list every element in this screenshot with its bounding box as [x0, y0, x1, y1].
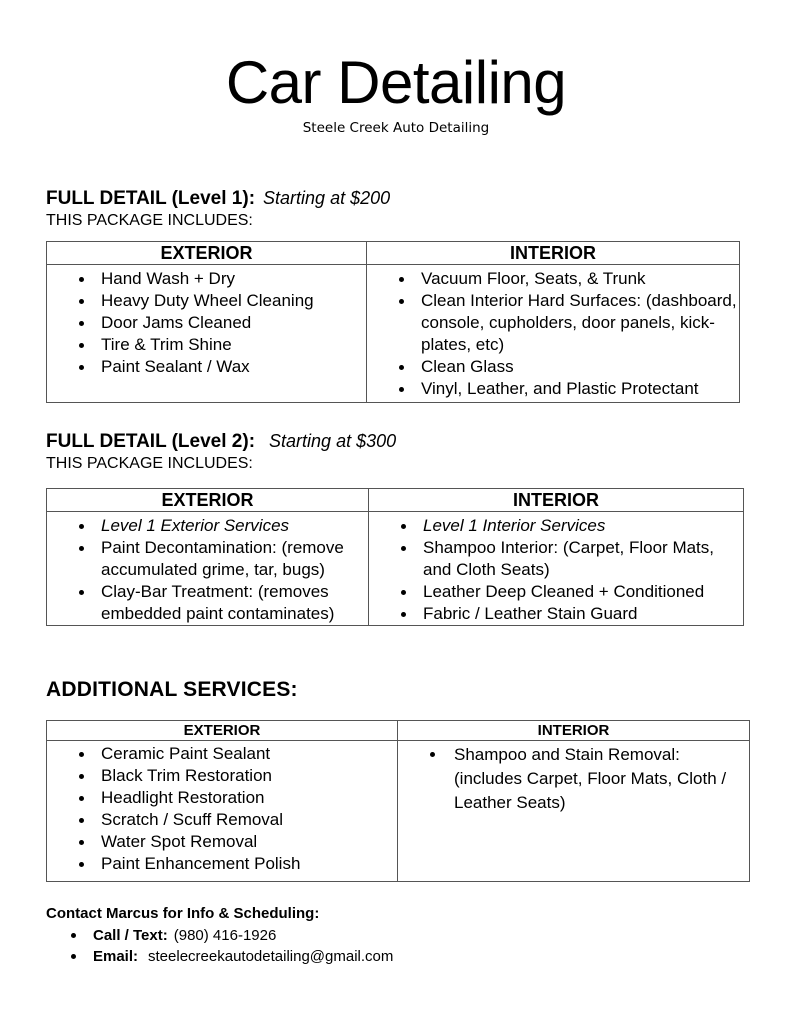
- exterior-header: EXTERIOR: [47, 489, 369, 512]
- list-item: Black Trim Restoration: [47, 765, 397, 787]
- list-item: Door Jams Cleaned: [47, 312, 366, 334]
- list-item: Level 1 Interior Services: [369, 515, 743, 537]
- package-2-heading: [46, 430, 396, 453]
- exterior-cell: [47, 265, 367, 403]
- interior-header: INTERIOR: [369, 489, 744, 512]
- package-1-name: FULL DETAIL (Level 1):: [46, 188, 256, 209]
- list-item: Paint Sealant / Wax: [47, 356, 366, 378]
- package-2-table: [46, 488, 744, 626]
- list-item: Shampoo Interior: (Carpet, Floor Mats, and Cloth Seats): [369, 537, 743, 581]
- business-name: Steele Creek Auto Detailing: [302, 120, 490, 136]
- list-item: Hand Wash + Dry: [47, 268, 366, 290]
- package-1-price: Starting at $200: [263, 188, 391, 208]
- package-2-includes-label: THIS PACKAGE INCLUDES:: [46, 455, 253, 472]
- list-item: Fabric / Leather Stain Guard: [369, 603, 743, 625]
- list-item: Ceramic Paint Sealant: [47, 743, 397, 765]
- interior-header: INTERIOR: [398, 721, 750, 741]
- list-item: Clay-Bar Treatment: (removes embedded paint contaminates): [47, 581, 368, 625]
- exterior-list: [47, 268, 366, 378]
- exterior-cell: [47, 512, 369, 626]
- list-item: Headlight Restoration: [47, 787, 397, 809]
- package-2-price: Starting at $300: [269, 431, 397, 451]
- email-label: Email:: [93, 948, 139, 965]
- list-item: Clean Glass: [367, 356, 739, 378]
- interior-list: [398, 743, 749, 815]
- phone-number[interactable]: (980) 416-1926: [173, 927, 277, 944]
- contact-email: [46, 946, 393, 967]
- list-item: Paint Enhancement Polish: [47, 853, 397, 875]
- email-address[interactable]: steelecreekautodetailing@gmail.com: [148, 948, 394, 965]
- interior-cell: [369, 512, 744, 626]
- contact-phone: [46, 925, 393, 946]
- list-item: Leather Deep Cleaned + Conditioned: [369, 581, 743, 603]
- package-1-heading: [46, 187, 390, 210]
- contact-heading: Contact Marcus for Info & Scheduling:: [46, 905, 320, 922]
- package-1-table: [46, 241, 740, 403]
- exterior-header: EXTERIOR: [47, 721, 398, 741]
- list-item: Water Spot Removal: [47, 831, 397, 853]
- interior-cell: [398, 741, 750, 882]
- interior-list: [369, 515, 743, 625]
- interior-header: INTERIOR: [367, 242, 740, 265]
- list-item: Clean Interior Hard Surfaces: (dashboard, console, cupholders, door panels, kick-plates, etc): [367, 290, 739, 356]
- exterior-header: EXTERIOR: [47, 242, 367, 265]
- additional-services-heading: ADDITIONAL SERVICES:: [46, 678, 298, 701]
- package-1-includes-label: THIS PACKAGE INCLUDES:: [46, 212, 253, 229]
- exterior-list: [47, 515, 368, 625]
- list-item: Level 1 Exterior Services: [47, 515, 368, 537]
- page-title: Car Detailing: [225, 49, 567, 116]
- list-item: Vacuum Floor, Seats, & Trunk: [367, 268, 739, 290]
- list-item: Tire & Trim Shine: [47, 334, 366, 356]
- list-item: Scratch / Scuff Removal: [47, 809, 397, 831]
- interior-cell: [367, 265, 740, 403]
- list-item: Vinyl, Leather, and Plastic Protectant: [367, 378, 739, 400]
- package-2-name: FULL DETAIL (Level 2):: [46, 431, 256, 452]
- list-item: Shampoo and Stain Removal: (includes Carpet, Floor Mats, Cloth / Leather Seats): [398, 743, 749, 815]
- list-item: Heavy Duty Wheel Cleaning: [47, 290, 366, 312]
- list-item: Paint Decontamination: (remove accumulated grime, tar, bugs): [47, 537, 368, 581]
- additional-services-table: [46, 720, 750, 882]
- interior-list: [367, 268, 739, 400]
- exterior-cell: [47, 741, 398, 882]
- exterior-list: [47, 743, 397, 875]
- phone-label: Call / Text:: [93, 927, 168, 944]
- contact-list: [46, 925, 393, 967]
